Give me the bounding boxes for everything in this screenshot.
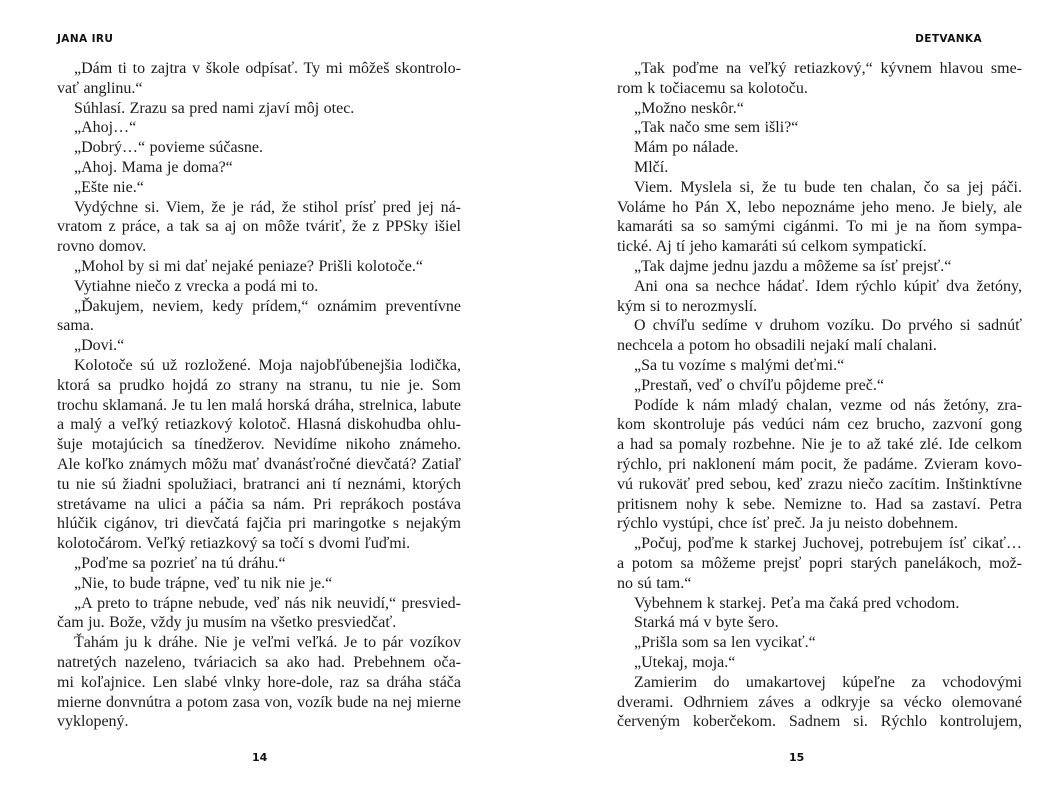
- text-line: Zamierim do umakartovej kúpeľne za vchodovými: [634, 673, 1022, 691]
- text-line: Kolotoče sú už rozložené. Moja najobľúbenejšia lodička,: [74, 356, 461, 374]
- text-line: „Počuj, poďme k starkej Juchovej, potrebujem ísť cikať…: [634, 535, 1022, 553]
- text-line: Súhlasí. Zrazu sa pred nami zjaví môj otec.: [74, 99, 355, 117]
- text-line: rom k točiacemu sa kolotoču.: [617, 79, 808, 97]
- text-line: šuje motajúcich sa tínedžerov. Nevidíme nikoho známeho.: [57, 436, 461, 454]
- text-line: rovno domov.: [57, 238, 147, 256]
- text-line: kamaráti sa so samými cigánmi. To mi je na ňom sympa-: [617, 218, 1022, 236]
- text-line: „Možno neskôr.“: [634, 99, 744, 117]
- text-line: nechcela a potom ho obsadili nejakí malí chalani.: [617, 337, 937, 355]
- running-head-author: JANA IRU: [57, 33, 114, 45]
- body-text: [617, 59, 1022, 732]
- text-line: a malý a veľký retiazkový kolotoč. Hlasná diskohudba ohlu-: [57, 416, 461, 434]
- text-line: hlúčik cigánov, tri dievčatá fajčia pri maringotke s nejakým: [57, 515, 461, 533]
- text-line: Ťahám ju k dráhe. Nie je veľmi veľká. Je to pár vozíkov: [74, 634, 461, 652]
- text-line: Ani ona sa nechce hádať. Idem rýchlo kúpiť dva žetóny,: [634, 277, 1022, 295]
- page-number: 15: [789, 751, 805, 764]
- text-line: pritisnem nohy k sebe. Nemizne to. Had sa zastaví. Petra: [617, 495, 1022, 513]
- text-line: „Dovi.“: [74, 337, 125, 355]
- text-line: natretých nazeleno, tváriacich sa ako had. Prebehnem oča-: [57, 653, 461, 671]
- text-line: „Ahoj…“: [74, 119, 137, 137]
- text-line: „Dobrý…“ povieme súčasne.: [74, 139, 263, 157]
- text-line: sama.: [57, 317, 94, 335]
- text-line: „Tak načo sme sem išli?“: [634, 119, 799, 137]
- text-line: vratom z práce, a tak sa aj on môže tváriť, že z PPSky išiel: [57, 218, 461, 236]
- text-line: Podíde k nám mladý chalan, vezme od nás žetóny, zra-: [634, 396, 1022, 414]
- text-line: „Tak dajme jednu jazdu a môžeme sa ísť prejsť.“: [634, 257, 952, 275]
- text-line: Vytiahne niečo z vrecka a podá mi to.: [74, 277, 319, 295]
- text-line: O chvíľu sedíme v druhom vozíku. Do prvého si sadnúť: [634, 317, 1022, 335]
- text-line: Ale koľko známych môžu mať dvanásťročné dievčatá? Zatiaľ: [57, 455, 461, 473]
- text-line: mierne donvnútra a potom zasa von, vozík bude na nej mierne: [57, 693, 461, 711]
- text-line: Vybehnem k starkej. Peťa ma čaká pred vchodom.: [634, 594, 960, 612]
- text-line: „Prestaň, veď o chvíľu pôjdeme preč.“: [634, 376, 884, 394]
- body-text: [57, 59, 461, 732]
- text-line: „Nie, to bude trápne, veď tu nik nie je.“: [74, 574, 333, 592]
- text-line: „Prišla som sa len vycikať.“: [634, 634, 816, 652]
- text-line: dverami. Odhrniem záves a odkryje sa vécko olemované: [617, 693, 1022, 711]
- text-line: červeným koberčekom. Sadnem si. Rýchlo kontrolujem,: [617, 713, 1022, 731]
- text-line: stretávame na ulici a páčia sa nám. Pri reprákoch postáva: [57, 495, 461, 513]
- text-line: „Poďme sa pozrieť na tú dráhu.“: [74, 554, 286, 572]
- text-line: „Tak poďme na veľký retiazkový,“ kývnem hlavou sme-: [634, 60, 1022, 77]
- text-line: kom skontroluje pás vedúci nám cez brucho, zazvoní gong: [617, 416, 1022, 434]
- text-line: Vydýchne si. Viem, že je rád, že stihol prísť pred jej ná-: [74, 198, 461, 216]
- text-line: rýchlo, pri naklonení mám pocit, že padáme. Zvieram kovo-: [617, 455, 1022, 473]
- text-line: „A preto to trápne nebude, veď nás nik neuvidí,“ presvied-: [74, 594, 461, 612]
- text-line: a had sa pomaly rozbehne. Nie je to až také zlé. Ide celkom: [617, 436, 1022, 454]
- text-line: Mám po nálade.: [634, 139, 739, 157]
- text-line: rýchlo vystúpi, chce ísť preč. Ja ju neisto dobehnem.: [617, 515, 958, 533]
- running-head-title: DETVANKA: [915, 33, 982, 45]
- text-line: „Ešte nie.“: [74, 178, 144, 196]
- text-line: ktorá sa prudko hojdá zo strany na stranu, tu nie je. Som: [57, 376, 461, 394]
- text-line: „Ahoj. Mama je doma?“: [74, 158, 233, 176]
- text-line: „Sa tu vozíme s malými deťmi.“: [634, 356, 845, 374]
- text-line: „Mohol by si mi dať nejaké peniaze? Prišli kolotoče.“: [74, 257, 423, 275]
- text-line: čam ju. Bože, vždy ju musím na všetko presviedčať.: [57, 614, 397, 632]
- text-line: „Utekaj, moja.“: [634, 653, 736, 671]
- text-line: Viem. Myslela si, že tu bude ten chalan, čo sa jej páči.: [634, 178, 1022, 196]
- text-line: trochu sklamaná. Je tu len malá horská dráha, strelnica, labute: [57, 396, 461, 414]
- text-line: Mlčí.: [634, 158, 669, 176]
- text-line: vyklopený.: [57, 713, 129, 731]
- text-line: Starká má v byte šero.: [634, 614, 779, 632]
- text-line: kolotočárom. Veľký retiazkový sa točí s dvomi ľuďmi.: [57, 535, 411, 553]
- text-line: „Dám ti to zajtra v škole odpísať. Ty mi môžeš skontrolo-: [74, 60, 461, 77]
- text-line: mi koľajnice. Len slabé vlnky hore-dole, raz sa dráha stáča: [57, 673, 461, 691]
- page-number: 14: [252, 751, 268, 764]
- text-line: vú rukoväť pred sebou, keď zrazu niečo zacítim. Inštinktívne: [617, 475, 1022, 493]
- text-line: tu nie sú žiadni spolužiaci, bratranci ani tí neznámi, ktorých: [57, 475, 461, 493]
- right-page: [520, 0, 1040, 800]
- text-line: no sú tam.“: [617, 574, 692, 592]
- text-line: kým si to nerozmyslí.: [617, 297, 758, 315]
- text-line: vať anglinu.“: [57, 79, 143, 97]
- text-line: a potom sa môžeme prejsť popri starých panelákoch, mož-: [617, 554, 1022, 572]
- text-line: tické. Aj tí jeho kamaráti sú celkom sympatickí.: [617, 238, 927, 256]
- text-line: Voláme ho Pán X, lebo nepoznáme jeho meno. Je biely, ale: [617, 198, 1022, 216]
- text-line: „Ďakujem, neviem, kedy prídem,“ oznámim preventívne: [74, 297, 461, 315]
